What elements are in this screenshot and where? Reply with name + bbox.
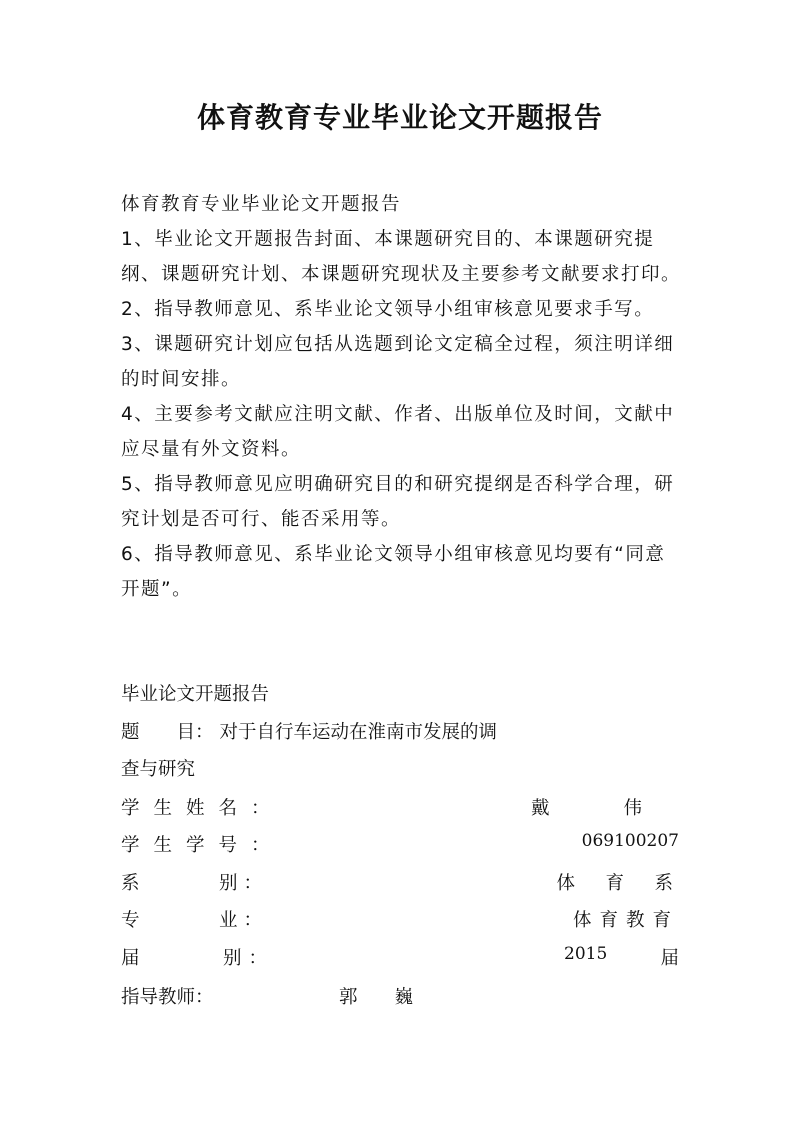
topic-label: 题 目：	[121, 722, 214, 743]
paragraph-2: 2、指导教师意见、系毕业论文领导小组审核意见要求手写。	[121, 299, 655, 320]
paragraph-6: 6、指导教师意见、系毕业论文领导小组审核意见均要有“同意开题”。	[121, 544, 666, 600]
paragraph-1: 1、毕业论文开题报告封面、本课题研究目的、本课题研究提纲、课题研究计划、本课题研究现状及主要参考文献要求打印。	[121, 229, 682, 285]
paragraph-heading: 体育教育专业毕业论文开题报告	[121, 194, 402, 215]
topic-continuation: 查与研究	[121, 759, 196, 780]
class-year-label: 届 别：	[121, 948, 275, 969]
student-name-value: 戴 伟	[531, 798, 643, 819]
instructions-block	[121, 187, 683, 607]
document-title: 体育教育专业毕业论文开题报告	[196, 101, 603, 134]
student-name-row	[121, 794, 679, 822]
advisor-value: 郭 巍	[339, 987, 414, 1008]
major-row	[121, 906, 679, 934]
department-row	[121, 869, 679, 897]
major-label: 专 业：	[121, 910, 269, 931]
class-year-row	[121, 944, 679, 972]
topic-row	[121, 718, 497, 744]
student-id-label: 学生学号：	[121, 835, 284, 856]
class-year-suffix: 届	[660, 948, 679, 969]
department-value: 体 育 系	[556, 873, 679, 894]
major-value: 体育教育	[572, 910, 679, 931]
advisor-row	[121, 983, 679, 1011]
student-name-label: 学生姓名：	[121, 798, 284, 819]
cover-heading: 毕业论文开题报告	[121, 684, 270, 705]
paragraph-5: 5、指导教师意见应明确研究目的和研究提纲是否科学合理，研究计划是否可行、能否采用等。	[121, 474, 675, 530]
student-id-row	[121, 831, 679, 859]
paragraph-4: 4、主要参考文献应注明文献、作者、出版单位及时间，文献中应尽量有外文资料。	[121, 404, 675, 460]
student-id-value: 069100207	[581, 831, 679, 851]
paragraph-3: 3、课题研究计划应包括从选题到论文定稿全过程，须注明详细的时间安排。	[121, 334, 675, 390]
advisor-label: 指导教师：	[121, 987, 214, 1008]
class-year-value: 2015	[564, 944, 608, 964]
topic-value: 对于自行车运动在淮南市发展的调	[219, 722, 498, 743]
department-label: 系 别：	[121, 873, 269, 894]
